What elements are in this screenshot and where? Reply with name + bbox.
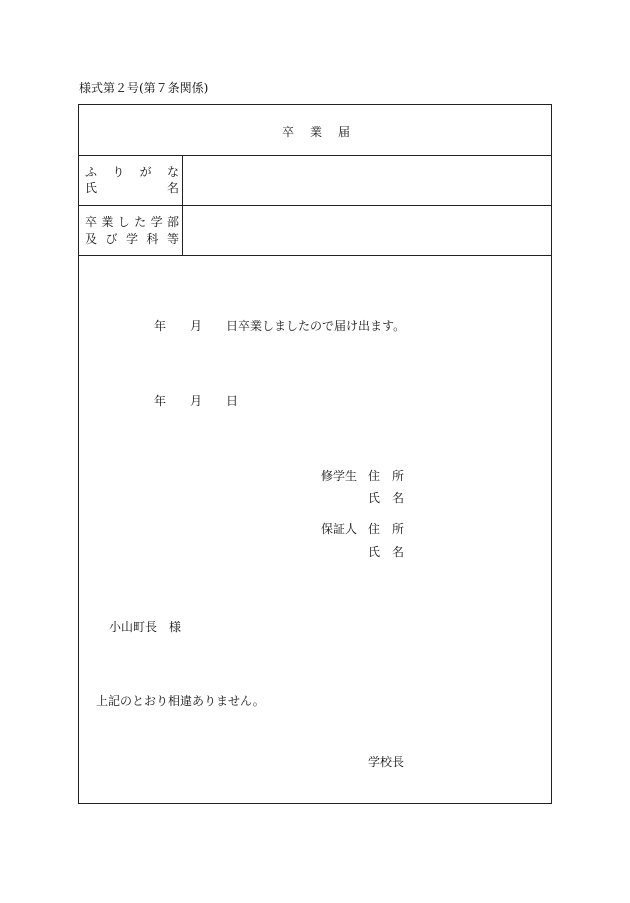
faculty-entry-field[interactable] [183, 206, 551, 255]
graduation-statement [154, 319, 405, 333]
faculty-label-line2: 及 び 学 科 等 [85, 232, 179, 246]
divider [79, 255, 551, 256]
month-label: 月 [190, 319, 203, 333]
graduation-form-frame [78, 104, 552, 804]
graduation-sentence: 日卒業しましたので届け出ます。 [226, 319, 406, 333]
day-label: 日 [226, 394, 239, 408]
addressee: 小山町長 様 [109, 620, 182, 634]
principal-label: 学校長 [368, 755, 405, 769]
faculty-label-line1: 卒 業 し た 学 部 [85, 215, 179, 229]
form-title: 卒業届 [281, 125, 366, 139]
certification-statement: 上記のとおり相違ありません。 [96, 694, 265, 708]
year-label: 年 [154, 319, 167, 333]
month-label: 月 [190, 394, 203, 408]
year-label: 年 [154, 394, 167, 408]
furigana-label: ふ り が な [85, 165, 179, 179]
student-role-label: 修学生 [321, 469, 358, 483]
student-address-label: 住 所 [368, 469, 405, 483]
student-name-label: 氏 名 [368, 491, 405, 505]
name-label: 氏 名 [85, 181, 179, 195]
guarantor-address-label: 住 所 [368, 522, 405, 536]
form-number-label: 様式第２号(第７条関係) [79, 81, 209, 95]
submission-date [154, 394, 238, 408]
guarantor-name-label: 氏 名 [368, 545, 405, 559]
guarantor-role-label: 保証人 [321, 522, 358, 536]
name-entry-field[interactable] [183, 156, 551, 205]
